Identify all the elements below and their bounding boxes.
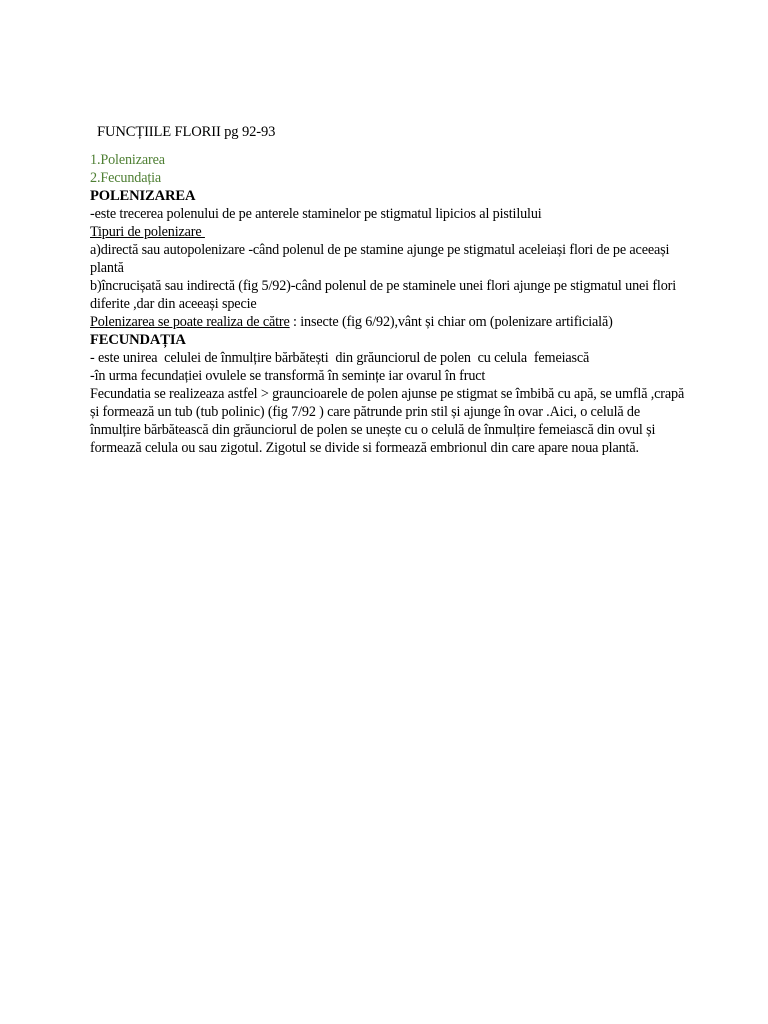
polenizare-types-heading: Tipuri de polenizare [90,224,205,240]
polenizare-type-b: b)încrucișată sau indirectă (fig 5/92)-când polenul de pe staminele unei flori ajunge pe stigmatul unei flori diferite ,dar din aceeași specie [90,278,677,312]
fecundatie-result: -în urma fecundației ovulele se transformă în semințe iar ovarul în fruct [90,368,486,384]
polenizare-agents [90,313,690,331]
toc-item-fecundatia: 2.Fecundația [90,170,162,186]
fecundatie-process: Fecundatia se realizeaza astfel > grauncioarele de polen ajunse pe stigmat se îmbibă cu apă, se umflă ,crapă și formează un tub (tub polinic) (fig 7/92 ) care pătrunde prin stil și ajunge în ovar .Aici, o celulă de înmulțire bărbătească din grăunciorul de polen se unește cu o celulă de înmulțire femeiască din ovul și formează celula ou sau zigotul. Zigotul se divide si formează embrionul din care apare noua plantă. [90,386,685,456]
document-page [90,123,690,457]
toc-item-polenizarea: 1.Polenizarea [90,152,165,168]
polenizare-type-a: a)directă sau autopolenizare -când polenul de pe stamine ajunge pe stigmatul aceleiași flori de pe aceeași plantă [90,242,670,276]
fecundatie-heading: FECUNDAȚIA [90,332,186,348]
document-title: FUNCȚIILE FLORII pg 92-93 [97,124,276,140]
fecundatie-definition: - este unirea celulei de înmulțire bărbătești din grăunciorul de polen cu celula femeiască [90,350,590,366]
polenizare-heading: POLENIZAREA [90,188,196,204]
polenizare-definition: -este trecerea polenului de pe anterele staminelor pe stigmatul lipicios al pistilului [90,206,542,222]
polenizare-agents-label: Polenizarea se poate realiza de către [90,314,290,330]
polenizare-agents-text: : insecte (fig 6/92),vânt și chiar om (polenizare artificială) [289,314,613,330]
